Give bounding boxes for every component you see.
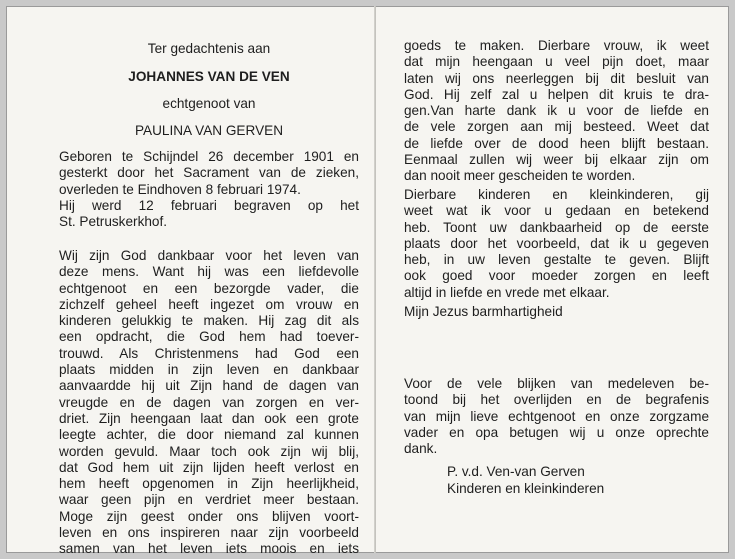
continuation-line: gen.Van harte dank ik u voor de liefde en bbox=[404, 103, 709, 119]
tribute-line: Moge zijn geest onder ons blijven voort- bbox=[59, 508, 359, 524]
bio-line: overleden te Eindhoven 8 februari 1974. bbox=[59, 181, 301, 197]
tribute-line: leven en ons inspireren naar zijn voorbeeld bbox=[59, 525, 359, 541]
thanks-line: dank. bbox=[404, 441, 438, 457]
bio-line: Hij werd 12 februari begraven op het bbox=[59, 197, 359, 213]
spouse-of-line: echtgenoot van bbox=[162, 96, 256, 111]
tribute-line: dat God hem uit zijn lijden heeft verlost en bbox=[59, 459, 359, 475]
children-line: weet wat ik voor u gedaan en betekend bbox=[404, 203, 709, 219]
tribute-line: een opdracht, die God hem had toever- bbox=[59, 329, 359, 345]
tribute-line: Wij zijn God dankbaar voor het leven van bbox=[59, 248, 359, 263]
children-line: plaats door het voorbeeld, dat ik u gegeven bbox=[404, 235, 709, 251]
tribute-line: leegte achter, die door niemand zal kunnen bbox=[59, 427, 359, 443]
tribute-line: kinderen gelukkig te maken. Hij zag dit als bbox=[59, 313, 359, 329]
signature-line: Kinderen en kleinkinderen bbox=[447, 481, 605, 497]
tribute-line: samen van het leven iets moois en iets bbox=[59, 541, 359, 557]
thanks-block bbox=[404, 376, 709, 457]
children-line: heb. Toont uw dankbaarheid op de eerste bbox=[404, 219, 709, 235]
continuation-line: Eenmaal zullen wij weer bij elkaar zijn om bbox=[404, 152, 709, 168]
thanks-line: van mijn lieve echtgenoot en onze zorgzame bbox=[404, 408, 709, 424]
bio-line: gesterkt door het Sacrament van de zieken, bbox=[59, 165, 359, 181]
children-line: ook goed voor moeder zorgen en leeft bbox=[404, 268, 709, 284]
children-line: altijd in liefde en vrede met elkaar. bbox=[404, 284, 610, 300]
children-line: heb, in uw leven gestalte te geven. Blijft bbox=[404, 252, 709, 268]
continuation-line: laten wij ons neerleggen bij dit besluit van bbox=[404, 70, 709, 86]
in-memoriam-line: Ter gedachtenis aan bbox=[147, 41, 271, 56]
continuation-block bbox=[404, 38, 709, 185]
tribute-line: worden gevuld. Maar toch ook zijn wij blij, bbox=[59, 443, 359, 459]
tribute-line: deze mens. Want hij was een liefdevolle bbox=[59, 264, 359, 280]
tribute-line: aanvaardde hij uit Zijn hand de dagen van bbox=[59, 378, 359, 394]
thanks-line: vader en opa betugen wij u onze oprechte bbox=[404, 424, 709, 440]
deceased-name: JOHANNES VAN DE VEN bbox=[128, 69, 290, 84]
tribute-line: hem heeft opgenomen in Zijn heerlijkheid, bbox=[59, 476, 359, 492]
prayer-line: Mijn Jezus barmhartigheid bbox=[404, 304, 563, 319]
continuation-line: God. Hij zelf zal u helpen dit kruis te dra- bbox=[404, 86, 709, 102]
bio-block bbox=[59, 149, 359, 230]
card-fold bbox=[374, 6, 376, 553]
tribute-line: vreugde en de dagen van zorgen en ver- bbox=[59, 394, 359, 410]
thanks-line: toond bij het overlijden en de begrafenis bbox=[404, 392, 709, 408]
signature-block bbox=[447, 464, 604, 498]
tribute-line: driet. Zijn heengaan laat dan ook een grote bbox=[59, 410, 359, 426]
continuation-line: de vele zorgen aan mij besteed. Weet dat bbox=[404, 119, 709, 135]
bio-line: St. Petruskerkhof. bbox=[59, 214, 168, 230]
continuation-line: goeds te maken. Dierbare vrouw, ik weet bbox=[404, 38, 709, 53]
continuation-line: de liefde over de dood heen blijft bestaan. bbox=[404, 135, 709, 151]
tribute-line: plaats midden in zijn leven en dankbaar bbox=[59, 362, 359, 378]
tribute-line: echtgenoot en een bezorgde vader, die bbox=[59, 280, 359, 296]
continuation-line: dan nooit meer gescheiden te worden. bbox=[404, 168, 636, 184]
children-block bbox=[404, 187, 709, 301]
tribute-line: zichzelf geheel heeft ingezet om vrouw en bbox=[59, 296, 359, 312]
thanks-line: Voor de vele blijken van medeleven be- bbox=[404, 376, 709, 391]
tribute-block bbox=[59, 248, 359, 558]
tribute-line: waar geen pijn en verdriet meer bestaan. bbox=[59, 492, 359, 508]
bio-line: Geboren te Schijndel 26 december 1901 en bbox=[59, 149, 359, 164]
continuation-line: dat mijn heengaan u veel pijn doet, maar bbox=[404, 54, 709, 70]
signature-line: P. v.d. Ven-van Gerven bbox=[447, 464, 585, 479]
spouse-name: PAULINA VAN GERVEN bbox=[134, 123, 284, 138]
tribute-line: trouwd. Als Christenmens had God een bbox=[59, 345, 359, 361]
children-line: Dierbare kinderen en kleinkinderen, gij bbox=[404, 187, 709, 202]
